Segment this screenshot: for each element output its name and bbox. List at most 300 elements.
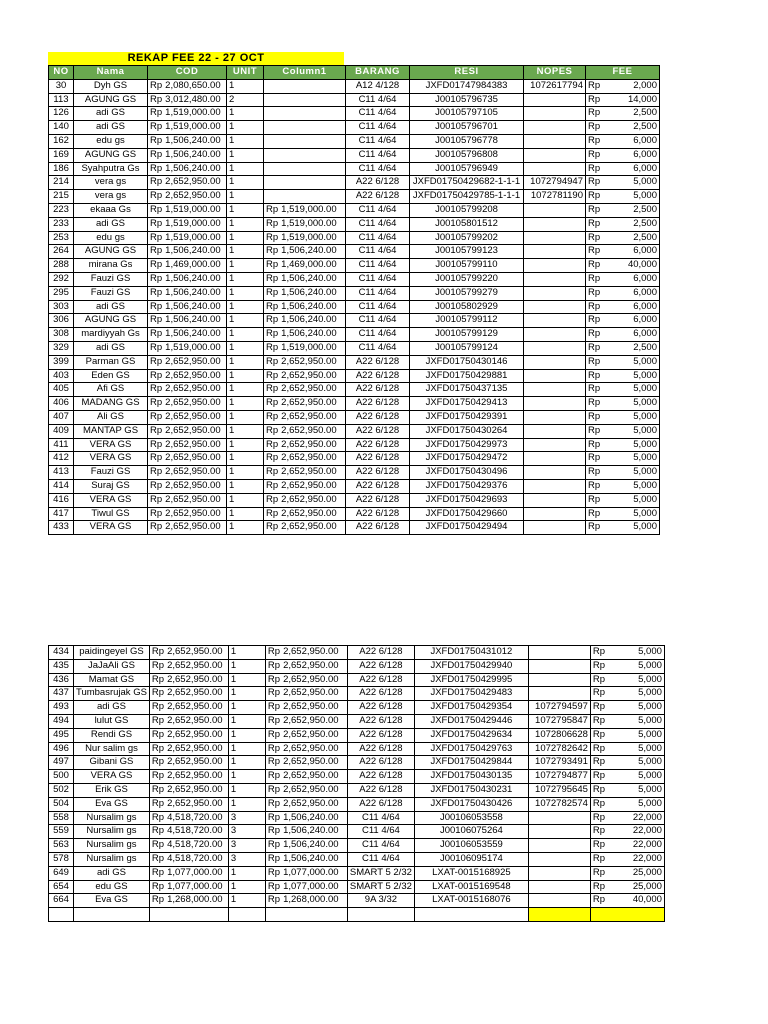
cell-fee[interactable] [586, 424, 660, 438]
cell-barang[interactable]: A22 6/128 [346, 176, 410, 190]
cell-nama[interactable]: Mamat GS [74, 673, 150, 687]
cell-nama[interactable]: adi GS [74, 217, 148, 231]
cell-nama[interactable]: edu GS [74, 880, 150, 894]
cell-cod[interactable] [148, 466, 227, 480]
cell-nopes[interactable]: 1072617794 [524, 79, 586, 93]
cell-cod[interactable] [149, 880, 228, 894]
cell-fee[interactable] [586, 507, 660, 521]
cell-fee[interactable] [586, 314, 660, 328]
cell-fee[interactable] [590, 728, 664, 742]
cell-nama[interactable]: Rendi GS [74, 728, 150, 742]
cell-no[interactable]: 437 [49, 687, 74, 701]
cell-cod[interactable] [148, 245, 227, 259]
cell-resi[interactable]: J00105799279 [410, 286, 524, 300]
highlighted-cell[interactable] [590, 908, 664, 922]
cell-unit[interactable]: 3 [228, 839, 265, 853]
cell-unit[interactable]: 3 [228, 825, 265, 839]
cell-barang[interactable]: C11 4/64 [347, 825, 414, 839]
cell-nopes[interactable] [528, 894, 590, 908]
cell-barang[interactable]: A22 6/128 [346, 397, 410, 411]
cell-nama[interactable]: Gibani GS [74, 756, 150, 770]
cell-nama[interactable]: JaJaAli GS [74, 659, 150, 673]
cell-column1[interactable] [265, 852, 347, 866]
cell-no[interactable]: 303 [49, 300, 74, 314]
cell-nama[interactable]: Fauzi GS [74, 286, 148, 300]
cell-unit[interactable]: 3 [228, 811, 265, 825]
cell-nopes[interactable] [524, 328, 586, 342]
cell-no[interactable]: 494 [49, 714, 74, 728]
cell-nama[interactable]: MADANG GS [74, 397, 148, 411]
cell-nopes[interactable] [524, 424, 586, 438]
cell-no[interactable]: 329 [49, 341, 74, 355]
cell-nopes[interactable] [528, 852, 590, 866]
header-nama[interactable]: Nama [74, 66, 148, 80]
cell-nopes[interactable]: 1072782574 [528, 797, 590, 811]
cell-fee[interactable] [590, 701, 664, 715]
cell-cod[interactable] [148, 134, 227, 148]
cell-no[interactable]: 664 [49, 894, 74, 908]
cell-no[interactable]: 559 [49, 825, 74, 839]
cell-barang[interactable]: A22 6/128 [346, 438, 410, 452]
cell-unit[interactable]: 1 [227, 493, 264, 507]
cell-nama[interactable]: adi GS [74, 300, 148, 314]
cell-barang[interactable]: A22 6/128 [346, 452, 410, 466]
cell-barang[interactable]: A22 6/128 [347, 659, 414, 673]
cell-column1[interactable] [264, 410, 346, 424]
cell-nama[interactable]: Syahputra Gs [74, 162, 148, 176]
cell-no[interactable]: 30 [49, 79, 74, 93]
cell-unit[interactable]: 1 [227, 300, 264, 314]
cell-resi[interactable]: JXFD01750429376 [410, 479, 524, 493]
cell-no[interactable]: 435 [49, 659, 74, 673]
cell-fee[interactable] [590, 783, 664, 797]
cell-cod[interactable] [148, 203, 227, 217]
cell-column1[interactable] [264, 355, 346, 369]
cell-nama[interactable]: ekaaa Gs [74, 203, 148, 217]
cell-no[interactable]: 186 [49, 162, 74, 176]
cell-column1[interactable] [264, 121, 346, 135]
cell-nopes[interactable] [528, 839, 590, 853]
cell-nama[interactable]: Nursalim gs [74, 852, 150, 866]
header-barang[interactable]: BARANG [346, 66, 410, 80]
cell-cod[interactable] [148, 259, 227, 273]
cell-column1[interactable] [264, 148, 346, 162]
cell-fee[interactable] [586, 479, 660, 493]
cell-cod[interactable] [148, 493, 227, 507]
cell-no[interactable]: 113 [49, 93, 74, 107]
cell-nama[interactable]: mardiyyah Gs [74, 328, 148, 342]
cell-cod[interactable] [149, 742, 228, 756]
cell-no[interactable]: 295 [49, 286, 74, 300]
cell-unit[interactable]: 1 [227, 438, 264, 452]
cell-column1[interactable] [264, 424, 346, 438]
cell-column1[interactable] [265, 714, 347, 728]
cell-column1[interactable] [264, 217, 346, 231]
cell-nama[interactable]: Parman GS [74, 355, 148, 369]
cell-column1[interactable] [265, 894, 347, 908]
header-unit[interactable]: UNIT [227, 66, 264, 80]
cell-unit[interactable]: 1 [227, 452, 264, 466]
cell-barang[interactable]: A22 6/128 [346, 410, 410, 424]
cell-fee[interactable] [590, 852, 664, 866]
cell-fee[interactable] [586, 107, 660, 121]
cell-barang[interactable]: C11 4/64 [347, 852, 414, 866]
cell-column1[interactable] [264, 134, 346, 148]
cell-barang[interactable]: C11 4/64 [346, 300, 410, 314]
cell-no[interactable]: 434 [49, 646, 74, 660]
cell-resi[interactable]: LXAT-0015169548 [414, 880, 528, 894]
cell-cod[interactable] [148, 507, 227, 521]
cell-nama[interactable]: AGUNG GS [74, 93, 148, 107]
cell-column1[interactable] [264, 300, 346, 314]
cell-column1[interactable] [265, 839, 347, 853]
cell-no[interactable]: 292 [49, 272, 74, 286]
cell-cod[interactable] [148, 190, 227, 204]
cell-nopes[interactable] [524, 314, 586, 328]
empty-cell[interactable] [49, 908, 74, 922]
cell-nama[interactable]: Ali GS [74, 410, 148, 424]
cell-column1[interactable] [264, 328, 346, 342]
cell-nama[interactable]: vera gs [74, 176, 148, 190]
cell-cod[interactable] [149, 714, 228, 728]
cell-nopes[interactable] [524, 134, 586, 148]
cell-fee[interactable] [590, 839, 664, 853]
cell-resi[interactable]: J00105802929 [410, 300, 524, 314]
cell-fee[interactable] [590, 825, 664, 839]
cell-resi[interactable]: J00105796808 [410, 148, 524, 162]
cell-nama[interactable]: VERA GS [74, 493, 148, 507]
cell-cod[interactable] [148, 217, 227, 231]
cell-barang[interactable]: A22 6/128 [346, 479, 410, 493]
cell-barang[interactable]: A22 6/128 [347, 770, 414, 784]
cell-cod[interactable] [149, 783, 228, 797]
cell-unit[interactable]: 1 [228, 770, 265, 784]
cell-column1[interactable] [264, 162, 346, 176]
cell-no[interactable]: 412 [49, 452, 74, 466]
cell-nama[interactable]: adi GS [74, 701, 150, 715]
cell-column1[interactable] [264, 493, 346, 507]
cell-nopes[interactable] [524, 217, 586, 231]
cell-column1[interactable] [264, 466, 346, 480]
cell-unit[interactable]: 1 [227, 507, 264, 521]
header-fee[interactable]: FEE [586, 66, 660, 80]
cell-no[interactable]: 140 [49, 121, 74, 135]
cell-nopes[interactable] [524, 410, 586, 424]
cell-fee[interactable] [586, 162, 660, 176]
cell-barang[interactable]: A22 6/128 [346, 466, 410, 480]
cell-resi[interactable]: JXFD01750429354 [414, 701, 528, 715]
cell-barang[interactable]: C11 4/64 [346, 314, 410, 328]
empty-cell[interactable] [74, 908, 150, 922]
cell-nopes[interactable]: 1072781190 [524, 190, 586, 204]
cell-unit[interactable]: 1 [227, 383, 264, 397]
cell-nama[interactable]: lulut GS [74, 714, 150, 728]
cell-column1[interactable] [265, 673, 347, 687]
cell-barang[interactable]: C11 4/64 [346, 231, 410, 245]
cell-column1[interactable] [265, 770, 347, 784]
cell-unit[interactable]: 1 [227, 286, 264, 300]
cell-fee[interactable] [586, 190, 660, 204]
cell-fee[interactable] [586, 493, 660, 507]
cell-nopes[interactable] [528, 825, 590, 839]
cell-nopes[interactable]: 1072794947 [524, 176, 586, 190]
cell-resi[interactable]: JXFD01750430264 [410, 424, 524, 438]
cell-barang[interactable]: C11 4/64 [346, 286, 410, 300]
cell-unit[interactable]: 1 [227, 231, 264, 245]
cell-column1[interactable] [264, 507, 346, 521]
cell-no[interactable]: 497 [49, 756, 74, 770]
cell-resi[interactable]: JXFD01750429391 [410, 410, 524, 424]
cell-no[interactable]: 399 [49, 355, 74, 369]
cell-resi[interactable]: J00105799124 [410, 341, 524, 355]
cell-no[interactable]: 414 [49, 479, 74, 493]
cell-nama[interactable]: AGUNG GS [74, 245, 148, 259]
cell-nama[interactable]: vera gs [74, 190, 148, 204]
cell-resi[interactable]: J00105799220 [410, 272, 524, 286]
cell-column1[interactable] [264, 107, 346, 121]
header-cod[interactable]: COD [148, 66, 227, 80]
cell-cod[interactable] [148, 397, 227, 411]
cell-nopes[interactable]: 1072795847 [528, 714, 590, 728]
cell-cod[interactable] [148, 162, 227, 176]
cell-no[interactable]: 649 [49, 866, 74, 880]
cell-barang[interactable]: SMART 5 2/32 [347, 880, 414, 894]
cell-resi[interactable]: J00105799112 [410, 314, 524, 328]
cell-unit[interactable]: 1 [227, 397, 264, 411]
cell-barang[interactable]: C11 4/64 [346, 162, 410, 176]
cell-nopes[interactable]: 1072806628 [528, 728, 590, 742]
cell-fee[interactable] [590, 687, 664, 701]
empty-cell[interactable] [265, 908, 347, 922]
cell-nopes[interactable] [524, 507, 586, 521]
cell-fee[interactable] [590, 742, 664, 756]
cell-no[interactable]: 126 [49, 107, 74, 121]
cell-unit[interactable]: 1 [227, 466, 264, 480]
cell-fee[interactable] [586, 410, 660, 424]
cell-fee[interactable] [590, 880, 664, 894]
cell-barang[interactable]: A12 4/128 [346, 79, 410, 93]
cell-column1[interactable] [264, 369, 346, 383]
cell-unit[interactable]: 1 [227, 314, 264, 328]
cell-nama[interactable]: Suraj GS [74, 479, 148, 493]
cell-cod[interactable] [149, 894, 228, 908]
cell-barang[interactable]: A22 6/128 [346, 355, 410, 369]
cell-column1[interactable] [264, 341, 346, 355]
cell-nopes[interactable] [524, 231, 586, 245]
cell-nopes[interactable] [524, 521, 586, 535]
cell-unit[interactable]: 1 [228, 687, 265, 701]
cell-cod[interactable] [148, 314, 227, 328]
cell-cod[interactable] [149, 728, 228, 742]
cell-no[interactable]: 214 [49, 176, 74, 190]
cell-no[interactable]: 416 [49, 493, 74, 507]
cell-no[interactable]: 417 [49, 507, 74, 521]
cell-nopes[interactable] [524, 438, 586, 452]
cell-resi[interactable]: JXFD01750429483 [414, 687, 528, 701]
cell-column1[interactable] [264, 231, 346, 245]
cell-barang[interactable]: C11 4/64 [346, 134, 410, 148]
cell-resi[interactable]: J00105797105 [410, 107, 524, 121]
cell-resi[interactable]: J00105801512 [410, 217, 524, 231]
cell-cod[interactable] [148, 452, 227, 466]
cell-resi[interactable]: JXFD01750429472 [410, 452, 524, 466]
cell-column1[interactable] [264, 438, 346, 452]
cell-resi[interactable]: J00105796701 [410, 121, 524, 135]
cell-unit[interactable]: 1 [228, 728, 265, 742]
cell-nama[interactable]: Nursalim gs [74, 811, 150, 825]
cell-fee[interactable] [586, 272, 660, 286]
cell-column1[interactable] [265, 687, 347, 701]
cell-unit[interactable]: 1 [228, 880, 265, 894]
cell-barang[interactable]: A22 6/128 [347, 687, 414, 701]
cell-cod[interactable] [148, 176, 227, 190]
cell-cod[interactable] [149, 673, 228, 687]
cell-resi[interactable]: JXFD01750431012 [414, 646, 528, 660]
cell-fee[interactable] [590, 673, 664, 687]
cell-fee[interactable] [590, 894, 664, 908]
cell-no[interactable]: 500 [49, 770, 74, 784]
cell-fee[interactable] [590, 797, 664, 811]
cell-nama[interactable]: Eva GS [74, 797, 150, 811]
cell-barang[interactable]: A22 6/128 [346, 369, 410, 383]
cell-unit[interactable]: 1 [228, 714, 265, 728]
cell-column1[interactable] [264, 79, 346, 93]
cell-nopes[interactable] [528, 673, 590, 687]
cell-cod[interactable] [149, 756, 228, 770]
cell-no[interactable]: 409 [49, 424, 74, 438]
cell-nopes[interactable]: 1072794877 [528, 770, 590, 784]
cell-unit[interactable]: 1 [228, 659, 265, 673]
cell-nama[interactable]: VERA GS [74, 770, 150, 784]
cell-nama[interactable]: paidingeyel GS [74, 646, 150, 660]
cell-no[interactable]: 411 [49, 438, 74, 452]
cell-fee[interactable] [586, 355, 660, 369]
cell-fee[interactable] [590, 866, 664, 880]
cell-fee[interactable] [586, 383, 660, 397]
cell-cod[interactable] [148, 355, 227, 369]
cell-nopes[interactable] [524, 383, 586, 397]
cell-nama[interactable]: Dyh GS [74, 79, 148, 93]
cell-resi[interactable]: JXFD01750429682-1-1-1 [410, 176, 524, 190]
cell-column1[interactable] [264, 259, 346, 273]
cell-fee[interactable] [586, 300, 660, 314]
cell-unit[interactable]: 1 [228, 783, 265, 797]
cell-nopes[interactable] [524, 341, 586, 355]
cell-barang[interactable]: 9A 3/32 [347, 894, 414, 908]
cell-nama[interactable]: Fauzi GS [74, 466, 148, 480]
cell-resi[interactable]: JXFD01750430426 [414, 797, 528, 811]
cell-nama[interactable]: Tumbasrujak GS [74, 687, 150, 701]
cell-resi[interactable]: JXFD01750430496 [410, 466, 524, 480]
cell-resi[interactable]: LXAT-0015168076 [414, 894, 528, 908]
cell-cod[interactable] [148, 479, 227, 493]
cell-barang[interactable]: A22 6/128 [347, 714, 414, 728]
cell-column1[interactable] [264, 452, 346, 466]
cell-barang[interactable]: A22 6/128 [346, 507, 410, 521]
cell-barang[interactable]: A22 6/128 [347, 783, 414, 797]
cell-unit[interactable]: 1 [227, 162, 264, 176]
cell-resi[interactable]: LXAT-0015168925 [414, 866, 528, 880]
cell-column1[interactable] [265, 880, 347, 894]
cell-cod[interactable] [148, 93, 227, 107]
cell-fee[interactable] [586, 328, 660, 342]
cell-column1[interactable] [264, 203, 346, 217]
cell-cod[interactable] [149, 852, 228, 866]
cell-column1[interactable] [265, 701, 347, 715]
cell-barang[interactable]: C11 4/64 [346, 107, 410, 121]
cell-fee[interactable] [586, 438, 660, 452]
cell-resi[interactable]: JXFD01750429763 [414, 742, 528, 756]
cell-cod[interactable] [149, 659, 228, 673]
cell-column1[interactable] [264, 521, 346, 535]
cell-resi[interactable]: JXFD01750429494 [410, 521, 524, 535]
cell-unit[interactable]: 1 [228, 866, 265, 880]
cell-nopes[interactable] [528, 646, 590, 660]
cell-resi[interactable]: J00105796949 [410, 162, 524, 176]
cell-no[interactable]: 407 [49, 410, 74, 424]
cell-cod[interactable] [148, 300, 227, 314]
highlighted-cell[interactable] [528, 908, 590, 922]
cell-column1[interactable] [265, 728, 347, 742]
cell-fee[interactable] [586, 231, 660, 245]
cell-resi[interactable]: JXFD01750429973 [410, 438, 524, 452]
cell-column1[interactable] [264, 479, 346, 493]
empty-cell[interactable] [414, 908, 528, 922]
cell-cod[interactable] [148, 424, 227, 438]
cell-unit[interactable]: 1 [228, 894, 265, 908]
cell-no[interactable]: 223 [49, 203, 74, 217]
cell-unit[interactable]: 1 [227, 410, 264, 424]
cell-no[interactable]: 162 [49, 134, 74, 148]
cell-unit[interactable]: 1 [227, 355, 264, 369]
cell-unit[interactable]: 1 [227, 176, 264, 190]
header-resi[interactable]: RESI [410, 66, 524, 80]
cell-resi[interactable]: J00105799129 [410, 328, 524, 342]
cell-barang[interactable]: C11 4/64 [347, 839, 414, 853]
cell-fee[interactable] [586, 176, 660, 190]
cell-fee[interactable] [586, 452, 660, 466]
cell-nopes[interactable] [524, 121, 586, 135]
empty-cell[interactable] [347, 908, 414, 922]
cell-cod[interactable] [149, 646, 228, 660]
cell-unit[interactable]: 1 [227, 217, 264, 231]
cell-cod[interactable] [148, 383, 227, 397]
cell-fee[interactable] [586, 217, 660, 231]
cell-unit[interactable]: 1 [227, 148, 264, 162]
cell-cod[interactable] [148, 231, 227, 245]
cell-unit[interactable]: 3 [228, 852, 265, 866]
cell-barang[interactable]: SMART 5 2/32 [347, 866, 414, 880]
cell-unit[interactable]: 1 [228, 646, 265, 660]
cell-cod[interactable] [148, 521, 227, 535]
cell-resi[interactable]: J00105799202 [410, 231, 524, 245]
cell-nopes[interactable]: 1072793491 [528, 756, 590, 770]
cell-resi[interactable]: JXFD01750429634 [414, 728, 528, 742]
cell-resi[interactable]: JXFD01750429413 [410, 397, 524, 411]
cell-nopes[interactable] [524, 493, 586, 507]
cell-unit[interactable]: 1 [227, 479, 264, 493]
cell-nopes[interactable]: 1072782642 [528, 742, 590, 756]
cell-resi[interactable]: JXFD01750429785-1-1-1 [410, 190, 524, 204]
header-column1[interactable]: Column1 [264, 66, 346, 80]
cell-barang[interactable]: C11 4/64 [346, 259, 410, 273]
cell-column1[interactable] [265, 866, 347, 880]
cell-unit[interactable]: 1 [227, 203, 264, 217]
cell-unit[interactable]: 1 [228, 673, 265, 687]
cell-resi[interactable]: JXFD01747984383 [410, 79, 524, 93]
cell-fee[interactable] [590, 770, 664, 784]
empty-cell[interactable] [228, 908, 265, 922]
